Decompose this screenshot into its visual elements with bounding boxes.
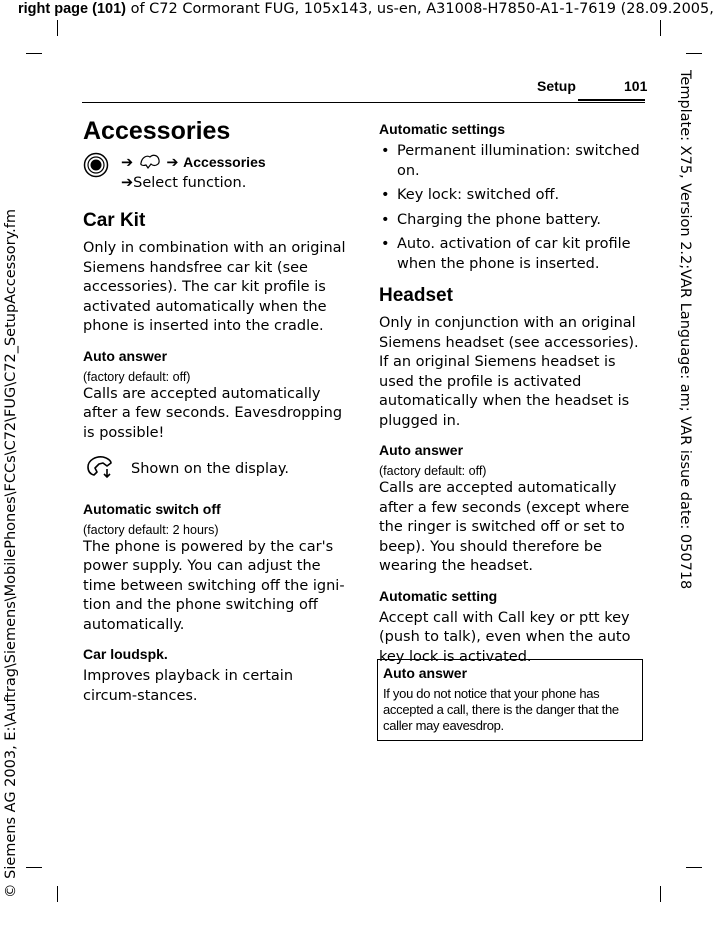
crop-mark bbox=[660, 20, 661, 36]
car-kit-intro: Only in combination with an original Siemens handsfree car kit (see accessories). The car kit profile is activated automatically when the phone is inserted into the cradle. bbox=[83, 240, 346, 334]
menu-item-accessories: Accessories bbox=[183, 154, 266, 170]
running-head: Setup bbox=[537, 78, 576, 94]
automatic-settings-list bbox=[379, 142, 645, 274]
production-header bbox=[18, 0, 718, 18]
note-heading: Auto answer bbox=[383, 665, 468, 681]
menu-path bbox=[83, 152, 351, 193]
crop-mark bbox=[686, 53, 702, 54]
template-info: Template: X75, Version 2.2;VAR Language: am; VAR issue date: 050718 bbox=[677, 70, 693, 590]
list-item: • Key lock: switched off. bbox=[379, 186, 645, 206]
section-heading-headset: Headset bbox=[379, 285, 453, 306]
display-symbol-text: Shown on the display. bbox=[131, 460, 290, 477]
headset-auto-answer-text: Calls are accepted automatically after a few seconds (except where the ringer is switched off or set to beep). You should therefore be wearing the headset. bbox=[379, 480, 630, 574]
subheading-automatic-switch-off: Automatic switch off bbox=[83, 500, 221, 517]
crop-mark bbox=[57, 886, 58, 902]
list-item: • Charging the phone battery. bbox=[379, 211, 645, 231]
subheading-auto-answer: Auto answer bbox=[379, 442, 464, 458]
crop-mark bbox=[57, 20, 58, 36]
subheading-automatic-setting: Automatic setting bbox=[379, 587, 498, 604]
auto-answer-display-icon bbox=[83, 453, 131, 486]
setup-menu-icon bbox=[138, 152, 162, 170]
left-column bbox=[83, 116, 351, 706]
car-loudspk-text: Improves playback in certain circum-stances. bbox=[83, 668, 294, 704]
arrow-icon: ➔ bbox=[121, 155, 134, 171]
warning-note-box bbox=[377, 659, 643, 741]
arrow-icon: ➔ bbox=[166, 155, 179, 171]
headset-intro: Only in conjunction with an original Siemens headset (see accessories). If an original Siemens headset is used the profile is activated automatically when the headset is plugged in. bbox=[379, 315, 639, 429]
factory-default: (factory default: off) bbox=[83, 369, 191, 384]
select-function-text: Select function. bbox=[133, 174, 247, 191]
page-number: 101 bbox=[624, 78, 648, 94]
header-rule bbox=[82, 102, 645, 103]
page-title: Accessories bbox=[83, 117, 231, 145]
page-number-rule bbox=[578, 99, 645, 101]
list-item: • Permanent illumination: switched on. bbox=[379, 142, 645, 181]
auto-switch-off-text: The phone is powered by the car's power supply. You can adjust the time between switching off the igni-tion and the phone switching off automatically. bbox=[83, 538, 345, 633]
crop-mark bbox=[686, 867, 702, 868]
section-heading-car-kit: Car Kit bbox=[83, 210, 146, 231]
factory-default: (factory default: off) bbox=[379, 464, 487, 478]
factory-default: (factory default: 2 hours) bbox=[83, 522, 219, 537]
subheading-automatic-settings: Automatic settings bbox=[379, 121, 506, 137]
production-info: of C72 Cormorant FUG, 105x143, us-en, A31008-H7850-A1-1-7619 (28.09.2005, bbox=[125, 1, 714, 17]
page-label: right page (101) bbox=[18, 1, 126, 17]
navigation-key-icon bbox=[83, 152, 109, 178]
automatic-setting-text: Accept call with Call key or ptt key (push to talk), even when the auto key lock is activated. bbox=[379, 609, 631, 665]
right-column bbox=[379, 120, 645, 667]
list-item: • Auto. activation of car kit profile when the phone is inserted. bbox=[379, 235, 645, 274]
subheading-auto-answer: Auto answer bbox=[83, 347, 168, 364]
crop-mark bbox=[26, 53, 42, 54]
crop-mark bbox=[26, 867, 42, 868]
arrow-icon: ➔ bbox=[121, 174, 134, 191]
subheading-car-loudspk: Car loudspk. bbox=[83, 646, 168, 662]
copyright-path: © Siemens AG 2003, E:\Auftrag\Siemens\MobilePhones\FCCs\C72\FUG\C72_SetupAccessory.fm bbox=[3, 209, 19, 898]
crop-mark bbox=[660, 886, 661, 902]
note-text: If you do not notice that your phone has accepted a call, there is the danger that the caller may eavesdrop. bbox=[383, 686, 619, 733]
display-symbol-row bbox=[83, 453, 351, 486]
auto-answer-text: Calls are accepted automatically after a few seconds. Eavesdropping is possible! bbox=[83, 385, 343, 441]
